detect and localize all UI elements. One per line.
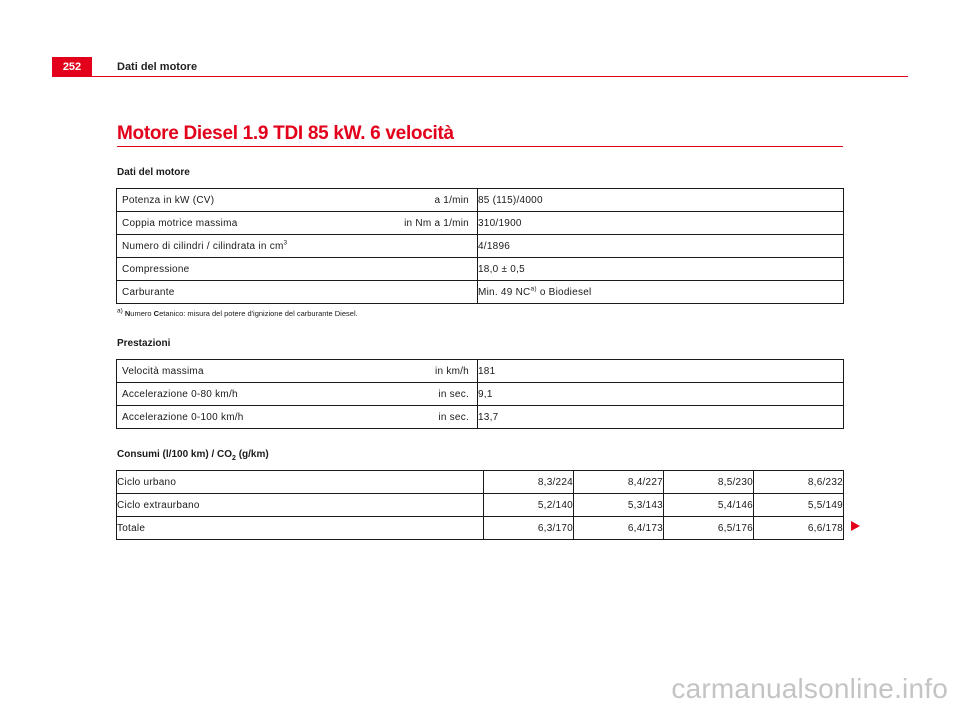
header-divider [52, 76, 908, 77]
table-row [117, 235, 844, 258]
table-row [117, 360, 844, 383]
value-cell [478, 406, 844, 429]
label-cell [117, 281, 478, 304]
value-cell: 6,5/176 [664, 517, 754, 540]
value-cell: 5,2/140 [484, 494, 574, 517]
label-cell [117, 212, 478, 235]
footnote-reference: a) [530, 285, 537, 293]
value-cell [478, 212, 844, 235]
footnote [117, 309, 358, 318]
table-row [117, 212, 844, 235]
table-row [117, 189, 844, 212]
table-row [117, 471, 844, 494]
page-title: Motore Diesel 1.9 TDI 85 kW. 6 velocità [117, 123, 454, 144]
value-cell: 8,5/230 [664, 471, 754, 494]
value-cell [478, 360, 844, 383]
row-value: 310/1900 [478, 217, 522, 229]
row-value: 9,1 [478, 388, 493, 400]
table-row [117, 281, 844, 304]
table-row [117, 494, 844, 517]
performance-heading: Prestazioni [117, 338, 171, 349]
row-label: Carburante [122, 286, 175, 298]
footnote-marker: a) [117, 307, 123, 315]
row-unit: in km/h [435, 365, 469, 377]
value-cell [478, 189, 844, 212]
row-label: Potenza in kW (CV) [122, 194, 215, 206]
row-label: Accelerazione 0-80 km/h [122, 388, 238, 400]
row-label: Coppia motrice massima [122, 217, 238, 229]
row-value: 13,7 [478, 411, 499, 423]
value-cell: 8,6/232 [754, 471, 844, 494]
label-cell [117, 383, 478, 406]
watermark: carmanualsonline.info [671, 673, 948, 704]
label-cell [117, 189, 478, 212]
row-label [122, 241, 287, 252]
consumption-table [116, 470, 844, 540]
row-unit: in sec. [438, 388, 469, 400]
label-cell [117, 258, 478, 281]
performance-table [116, 359, 844, 429]
row-value: 181 [478, 365, 496, 377]
row-value: 18,0 ± 0,5 [478, 263, 525, 275]
footnote-text: umero [130, 309, 154, 318]
value-cell: 6,6/178 [754, 517, 844, 540]
table-row [117, 383, 844, 406]
footnote-text: etanico: misura del potere d'ignizione del carburante Diesel. [159, 309, 358, 318]
value-cell [478, 281, 844, 304]
value-cell: 5,5/149 [754, 494, 844, 517]
consumption-heading-text: Consumi (l/100 km) / CO [117, 449, 233, 460]
row-value: 85 (115)/4000 [478, 194, 543, 206]
table-row [117, 258, 844, 281]
value-cell: 5,4/146 [664, 494, 754, 517]
engine-data-heading: Dati del motore [117, 167, 190, 178]
value-cell [478, 258, 844, 281]
consumption-heading-text: (g/km) [235, 449, 269, 460]
table-row [117, 406, 844, 429]
row-unit: in Nm a 1/min [404, 217, 469, 229]
row-label: Compressione [122, 263, 190, 275]
value-cell [478, 235, 844, 258]
row-value: 4/1896 [478, 240, 511, 252]
value-cell: 6,4/173 [574, 517, 664, 540]
table-row [117, 517, 844, 540]
value-cell: 6,3/170 [484, 517, 574, 540]
title-divider [117, 146, 843, 147]
footnote-initial: C [153, 309, 160, 318]
engine-data-table [116, 188, 844, 304]
row-unit: in sec. [438, 411, 469, 423]
label-cell [117, 360, 478, 383]
value-cell: 5,3/143 [574, 494, 664, 517]
page-number: 252 [52, 57, 92, 77]
row-label: Velocità massima [122, 365, 204, 377]
superscript: 3 [283, 239, 288, 247]
label-cell [117, 235, 478, 258]
row-unit: a 1/min [434, 194, 469, 206]
row-label: Ciclo extraurbano [117, 494, 484, 517]
footnote-initial: N [124, 309, 131, 318]
row-label-text: Numero di cilindri / cilindrata in cm [122, 240, 284, 252]
value-cell: 8,4/227 [574, 471, 664, 494]
value-cell [478, 383, 844, 406]
triangle-right-icon [851, 521, 860, 531]
row-value-suffix: o Biodiesel [536, 286, 592, 298]
running-header-title: Dati del motore [117, 61, 198, 73]
row-label: Totale [117, 517, 484, 540]
subscript: 2 [232, 455, 236, 462]
value-cell: 8,3/224 [484, 471, 574, 494]
consumption-heading [117, 449, 269, 460]
label-cell [117, 406, 478, 429]
row-value-text: Min. 49 NC [478, 286, 531, 298]
row-value [478, 287, 592, 298]
row-label: Accelerazione 0-100 km/h [122, 411, 244, 423]
row-label: Ciclo urbano [117, 471, 484, 494]
